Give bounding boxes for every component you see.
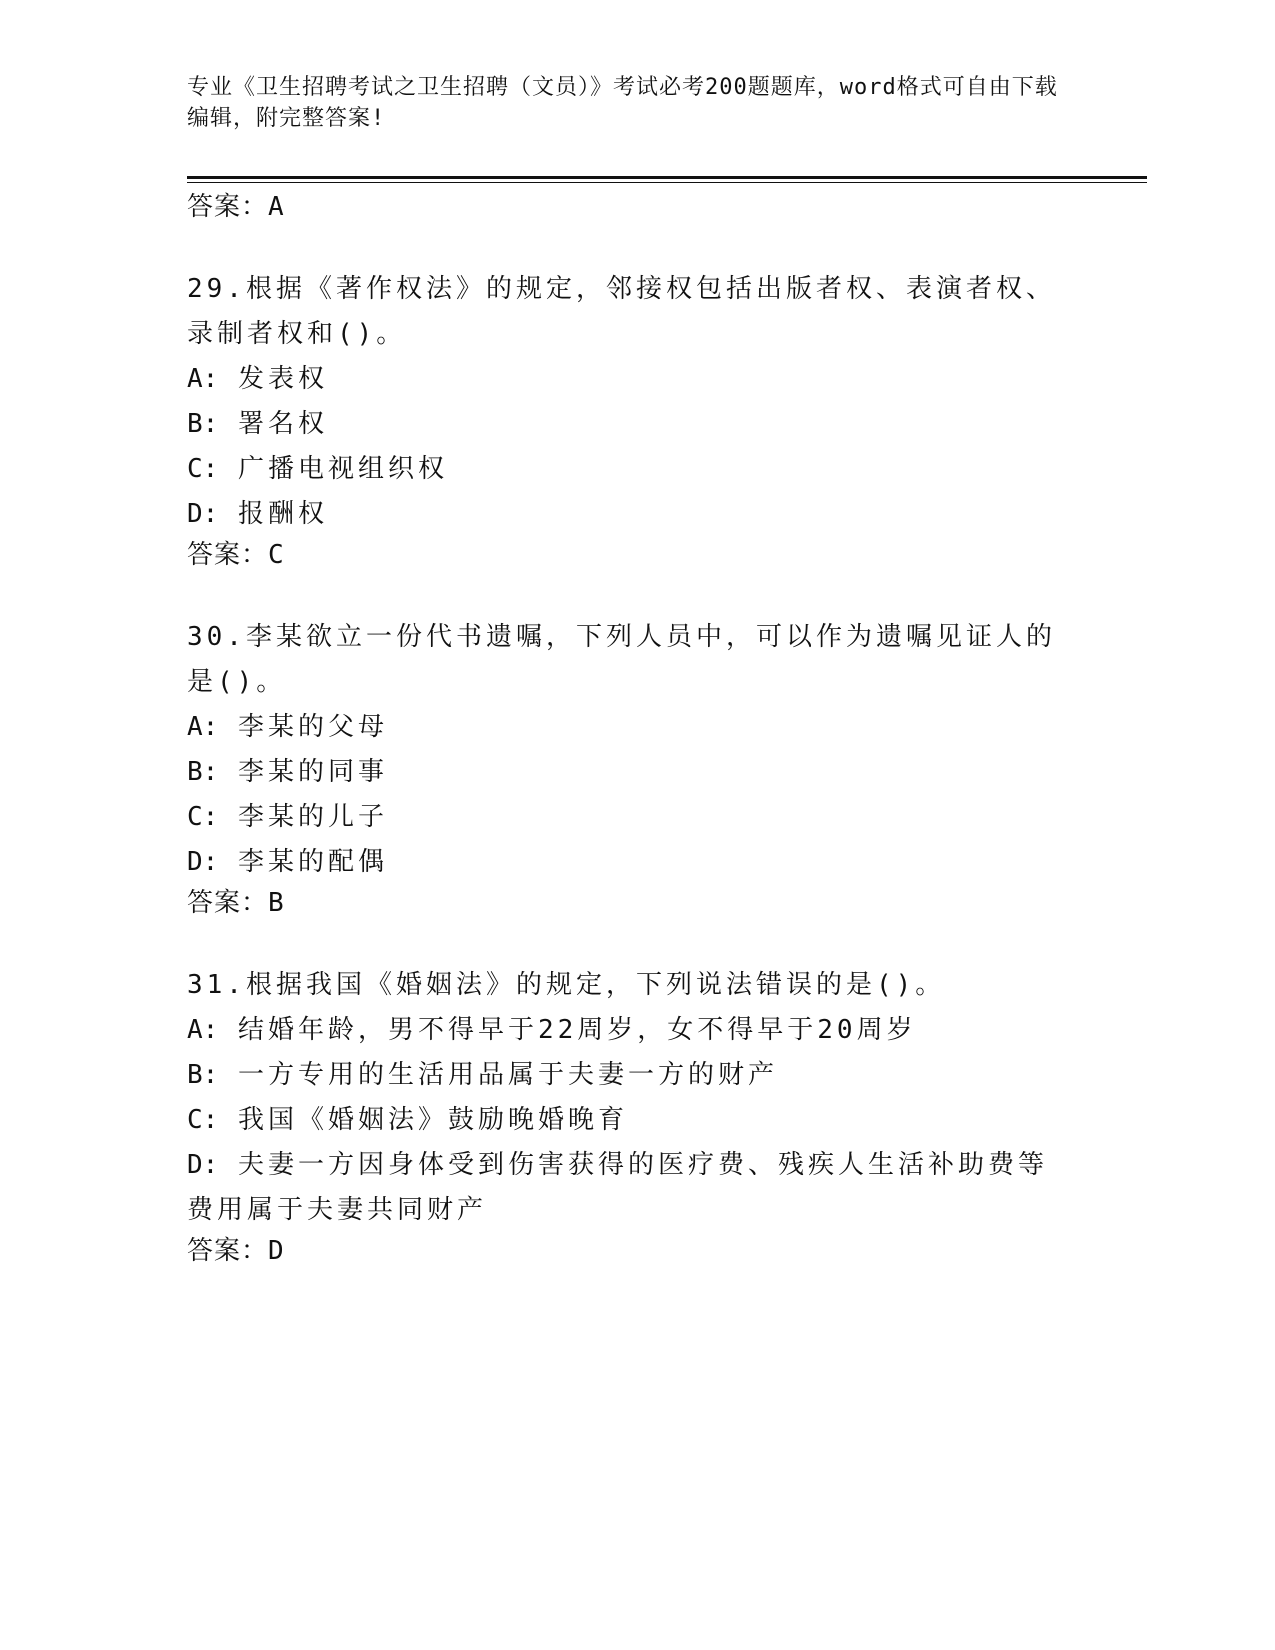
option-key: B:: [187, 757, 219, 787]
option-c: [187, 795, 1067, 840]
option-key: B:: [187, 409, 219, 439]
option-key: D:: [187, 499, 219, 529]
answer-value: D: [268, 1236, 285, 1266]
option-b: [187, 1053, 1067, 1098]
option-d: [187, 840, 1067, 885]
answer-line: [187, 888, 285, 918]
option-key: D:: [187, 1150, 219, 1180]
option-text: 我国《婚姻法》鼓励晚婚晚育: [237, 1105, 628, 1135]
option-text: 李某的配偶: [237, 847, 388, 877]
answer-value: B: [268, 888, 285, 918]
answer-line: [187, 540, 285, 570]
question-31: [187, 963, 1067, 1233]
header-rule-thick: [187, 176, 1147, 179]
answer-label: 答案：: [187, 540, 269, 570]
answer-value: C: [268, 540, 285, 570]
option-key: C:: [187, 1105, 219, 1135]
option-a: [187, 357, 1067, 402]
option-d: [187, 492, 1067, 537]
answer-value: A: [268, 192, 285, 222]
option-b: [187, 402, 1067, 447]
option-key: D:: [187, 847, 219, 877]
option-key: C:: [187, 454, 219, 484]
option-key: A:: [187, 1015, 219, 1045]
question-stem: 30.李某欲立一份代书遗嘱，下列人员中，可以作为遗嘱见证人的是()。: [187, 622, 1056, 697]
question-stem: 31.根据我国《婚姻法》的规定，下列说法错误的是()。: [187, 970, 946, 1000]
option-text: 广播电视组织权: [237, 454, 448, 484]
option-key: C:: [187, 802, 219, 832]
option-key: B:: [187, 1060, 219, 1090]
option-text: 夫妻一方因身体受到伤害获得的医疗费、残疾人生活补助费等费用属于夫妻共同财产: [187, 1150, 1048, 1225]
answer-line: [187, 192, 285, 222]
option-b: [187, 750, 1067, 795]
option-d: [187, 1143, 1067, 1233]
option-text: 结婚年龄，男不得早于22周岁，女不得早于20周岁: [237, 1015, 917, 1045]
option-key: A:: [187, 712, 219, 742]
option-text: 报酬权: [237, 499, 328, 529]
option-c: [187, 1098, 1067, 1143]
option-text: 署名权: [237, 409, 328, 439]
option-text: 发表权: [237, 364, 328, 394]
option-c: [187, 447, 1067, 492]
page-header: 专业《卫生招聘考试之卫生招聘（文员）》考试必考200题题库，word格式可自由下载编辑，附完整答案!: [187, 75, 1058, 131]
question-30: [187, 615, 1067, 885]
question-29: [187, 267, 1067, 537]
answer-line: [187, 1236, 285, 1266]
answer-label: 答案：: [187, 192, 269, 222]
option-text: 李某的儿子: [237, 802, 388, 832]
answer-label: 答案：: [187, 1236, 269, 1266]
header-rule-thin: [187, 182, 1147, 183]
question-stem: 29.根据《著作权法》的规定，邻接权包括出版者权、表演者权、录制者权和()。: [187, 274, 1056, 349]
option-text: 李某的同事: [237, 757, 388, 787]
option-text: 一方专用的生活用品属于夫妻一方的财产: [237, 1060, 778, 1090]
option-a: [187, 1008, 1067, 1053]
option-a: [187, 705, 1067, 750]
answer-label: 答案：: [187, 888, 269, 918]
option-key: A:: [187, 364, 219, 394]
option-text: 李某的父母: [237, 712, 388, 742]
